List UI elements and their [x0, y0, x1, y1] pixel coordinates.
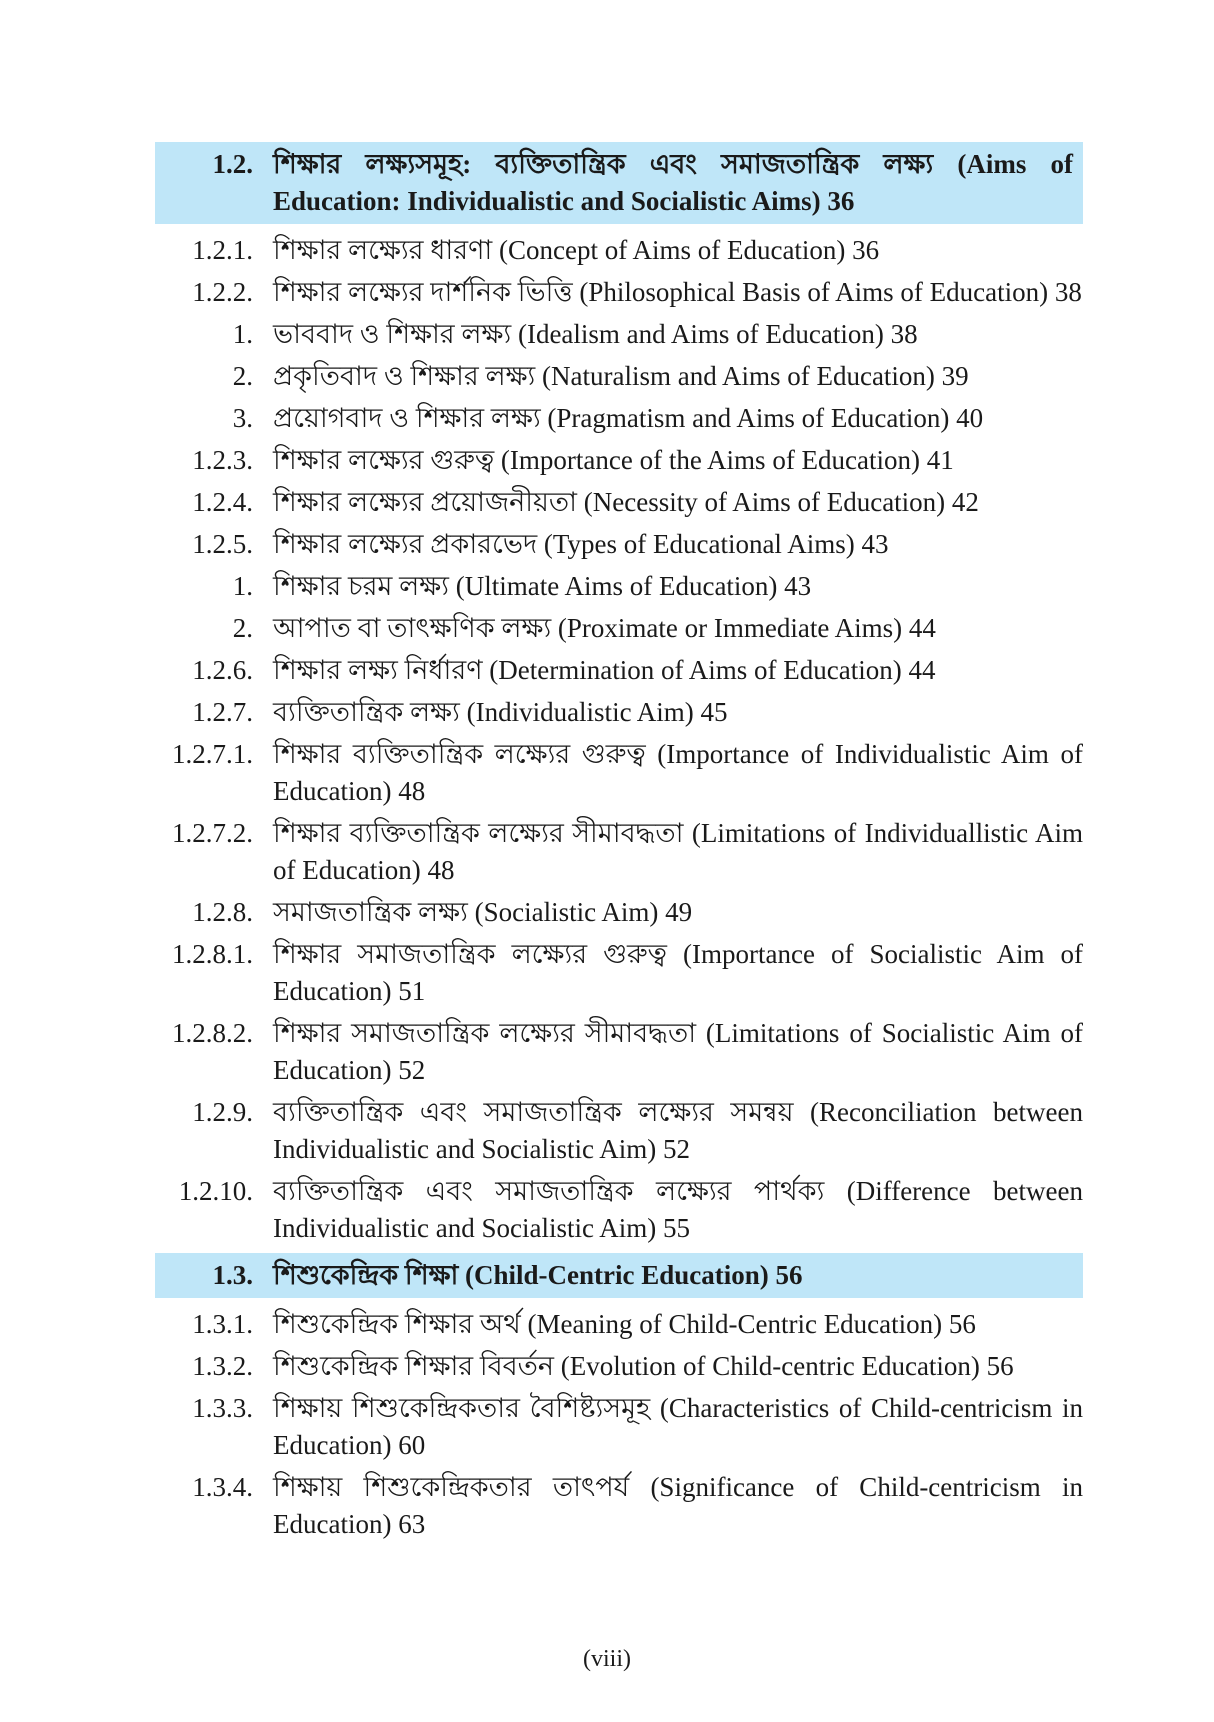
table-of-contents [155, 142, 1083, 1548]
toc-entry-title: শিক্ষার সমাজতান্ত্রিক লক্ষ্যের গুরুত্ব (Importance of Socialistic Aim of Education) 51 [273, 939, 1083, 1006]
toc-section-heading [155, 1253, 1083, 1298]
toc-entry-title: শিক্ষার লক্ষ্য নির্ধারণ (Determination of Aims of Education) 44 [273, 655, 936, 685]
toc-entry-number: 1.2.8. [192, 897, 253, 927]
toc-entry-title: শিক্ষার লক্ষ্যের প্রকারভেদ (Types of Educational Aims) 43 [273, 529, 889, 559]
toc-entry-title: শিক্ষার লক্ষ্যের দার্শনিক ভিত্তি (Philosophical Basis of Aims of Education) 38 [273, 277, 1082, 307]
toc-entry [155, 526, 1083, 563]
toc-entry [155, 232, 1083, 269]
toc-entry-title: শিশুকেন্দ্রিক শিক্ষার অর্থ (Meaning of Child-Centric Education) 56 [273, 1309, 976, 1339]
toc-entry-number: 1.2.8.2. [172, 1018, 253, 1048]
toc-entry-title: শিক্ষার লক্ষ্যসমূহ: ব্যক্তিতান্ত্রিক এবং সমাজতান্ত্রিক লক্ষ্য (Aims of Education: Individualistic and Socialistic Aims) 36 [273, 149, 1073, 216]
toc-entry-title: শিক্ষার সমাজতান্ত্রিক লক্ষ্যের সীমাবদ্ধতা (Limitations of Socialistic Aim of Education) 52 [273, 1018, 1083, 1085]
toc-entry [155, 1173, 1083, 1247]
toc-entry-number: 1.2.1. [192, 235, 253, 265]
toc-entry [155, 815, 1083, 889]
toc-section-heading [155, 142, 1083, 224]
toc-entry-title: শিক্ষার লক্ষ্যের গুরুত্ব (Importance of the Aims of Education) 41 [273, 445, 954, 475]
toc-entry-number: 1.2.7.2. [172, 818, 253, 848]
toc-entry-number: 1.2.10. [178, 1176, 253, 1206]
toc-entry-title: শিক্ষার ব্যক্তিতান্ত্রিক লক্ষ্যের সীমাবদ্ধতা (Limitations of Individuallistic Aim of Education) 48 [273, 818, 1083, 885]
toc-entry-number: 1. [232, 571, 253, 601]
toc-entry-number: 2. [232, 361, 253, 391]
toc-entry-number: 1.2.5. [192, 529, 253, 559]
toc-entry-title: শিশুকেন্দ্রিক শিক্ষা (Child-Centric Education) 56 [273, 1260, 803, 1290]
toc-entry-number: 1.2.3. [192, 445, 253, 475]
toc-entry-number: 1.3.3. [192, 1393, 253, 1423]
toc-entry-title: শিক্ষার ব্যক্তিতান্ত্রিক লক্ষ্যের গুরুত্ব (Importance of Individualistic Aim of Education) 48 [273, 739, 1083, 806]
toc-entry-number: 1. [232, 319, 253, 349]
toc-entry-number: 1.3. [212, 1260, 253, 1290]
toc-entry [155, 1306, 1083, 1343]
toc-entry [155, 1015, 1083, 1089]
toc-entry-title: শিক্ষায় শিশুকেন্দ্রিকতার তাৎপর্য (Significance of Child-centricism in Education) 63 [273, 1472, 1083, 1539]
toc-entry [155, 652, 1083, 689]
toc-entry [155, 358, 1083, 395]
toc-entry [155, 1348, 1083, 1385]
toc-entry [155, 568, 1083, 605]
toc-entry [155, 274, 1083, 311]
toc-entry-title: শিক্ষায় শিশুকেন্দ্রিকতার বৈশিষ্ট্যসমূহ (Characteristics of Child-centricism in Education) 60 [273, 1393, 1083, 1460]
toc-entry [155, 610, 1083, 647]
toc-entry-number: 1.3.1. [192, 1309, 253, 1339]
toc-entry [155, 316, 1083, 353]
toc-entry [155, 894, 1083, 931]
toc-entry-title: ব্যক্তিতান্ত্রিক এবং সমাজতান্ত্রিক লক্ষ্যের পার্থক্য (Difference between Individualistic and Socialistic Aim) 55 [273, 1176, 1083, 1243]
toc-entry-title: ব্যক্তিতান্ত্রিক এবং সমাজতান্ত্রিক লক্ষ্যের সমন্বয় (Reconciliation between Individualistic and Socialistic Aim) 52 [273, 1097, 1083, 1164]
toc-entry [155, 400, 1083, 437]
toc-entry-number: 1.3.4. [192, 1472, 253, 1502]
toc-entry-title: প্রকৃতিবাদ ও শিক্ষার লক্ষ্য (Naturalism and Aims of Education) 39 [273, 361, 969, 391]
toc-entry-number: 1.2.2. [192, 277, 253, 307]
toc-entry-title: শিশুকেন্দ্রিক শিক্ষার বিবর্তন (Evolution of Child-centric Education) 56 [273, 1351, 1014, 1381]
toc-entry-title: শিক্ষার লক্ষ্যের প্রয়োজনীয়তা (Necessity of Aims of Education) 42 [273, 487, 979, 517]
toc-entry-title: প্রয়োগবাদ ও শিক্ষার লক্ষ্য (Pragmatism and Aims of Education) 40 [273, 403, 984, 433]
toc-entry-number: 1.2.6. [192, 655, 253, 685]
toc-entry-number: 1.2. [212, 149, 253, 179]
toc-entry-number: 1.2.7. [192, 697, 253, 727]
toc-entry-title: ব্যক্তিতান্ত্রিক লক্ষ্য (Individualistic Aim) 45 [273, 697, 728, 727]
toc-entry [155, 1094, 1083, 1168]
toc-entry-title: শিক্ষার লক্ষ্যের ধারণা (Concept of Aims of Education) 36 [273, 235, 880, 265]
toc-entry-number: 3. [232, 403, 253, 433]
toc-entry-title: শিক্ষার চরম লক্ষ্য (Ultimate Aims of Education) 43 [273, 571, 812, 601]
toc-entry-title: সমাজতান্ত্রিক লক্ষ্য (Socialistic Aim) 49 [273, 897, 693, 927]
toc-entry-title: আপাত বা তাৎক্ষণিক লক্ষ্য (Proximate or Immediate Aims) 44 [273, 613, 936, 643]
page-number: (viii) [583, 1646, 631, 1672]
toc-entry [155, 1390, 1083, 1464]
toc-entry-number: 1.2.9. [192, 1097, 253, 1127]
toc-entry [155, 484, 1083, 521]
toc-entry [155, 1469, 1083, 1543]
toc-entry-number: 1.2.7.1. [172, 739, 253, 769]
toc-entry-number: 1.2.4. [192, 487, 253, 517]
toc-entry [155, 936, 1083, 1010]
toc-entry-title: ভাববাদ ও শিক্ষার লক্ষ্য (Idealism and Aims of Education) 38 [273, 319, 918, 349]
toc-entry-number: 2. [232, 613, 253, 643]
toc-entry [155, 442, 1083, 479]
toc-entry-number: 1.2.8.1. [172, 939, 253, 969]
toc-entry-number: 1.3.2. [192, 1351, 253, 1381]
toc-entry [155, 736, 1083, 810]
toc-entry [155, 694, 1083, 731]
